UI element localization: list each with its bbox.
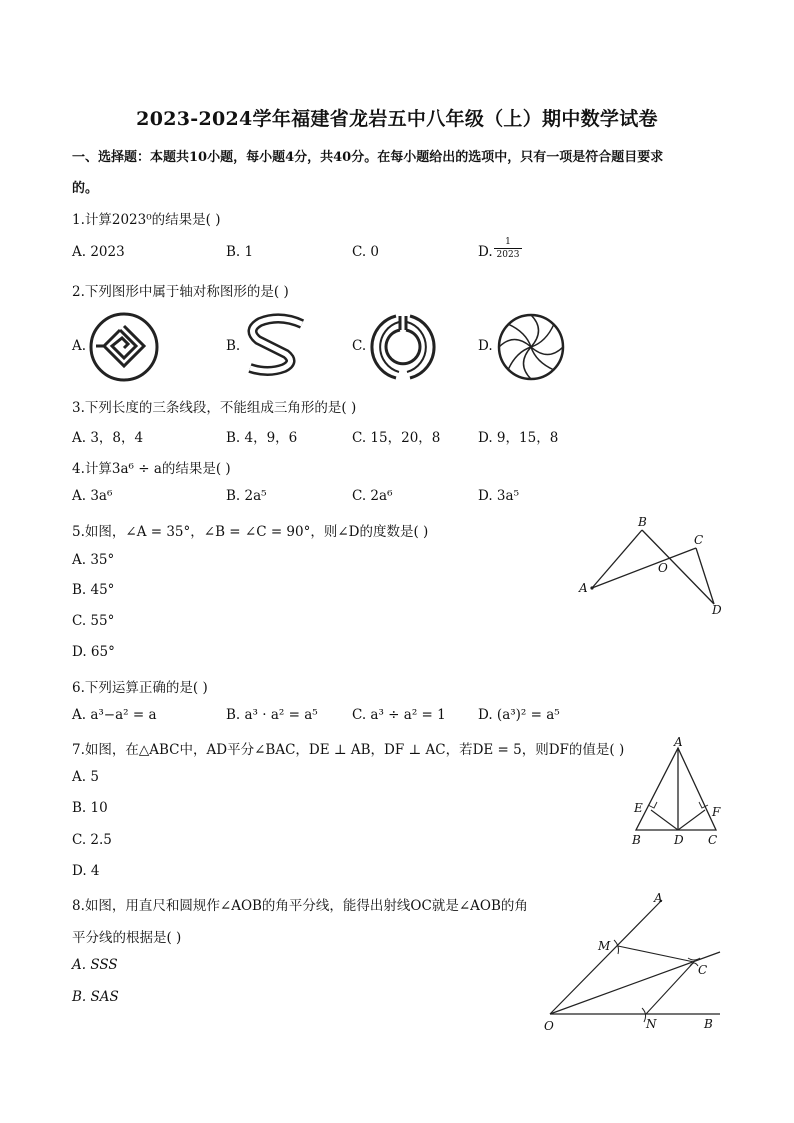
fraction-denominator: 2023 (496, 250, 520, 260)
label-o: O (544, 1019, 554, 1033)
spiral-logo-figure (88, 312, 160, 382)
label-o: O (658, 561, 668, 575)
q5-geometry-figure (572, 514, 732, 618)
q8-option-a: A. SSS (72, 957, 118, 973)
q1-option-b: B. 1 (226, 244, 254, 260)
q2-option-d: D. (478, 338, 493, 354)
q2-option-c: C. (352, 338, 367, 354)
q4-option-a: A. 3a⁶ (72, 488, 113, 504)
rings-figure (366, 312, 440, 382)
q6-option-d: D. (a³)² = a⁵ (478, 707, 560, 723)
q3-option-b: B. 4，9，6 (226, 430, 298, 446)
q8-angle-bisector-figure (536, 888, 732, 1034)
label-e: E (634, 801, 643, 815)
q6-option-c: C. a³ ÷ a² = 1 (352, 707, 446, 723)
label-d: D (712, 603, 722, 617)
fraction-numerator: 1 (505, 237, 511, 247)
q3-option-a: A. 3，8，4 (72, 430, 144, 446)
q5-option-c: C. 55° (72, 613, 115, 629)
q1-option-a: A. 2023 (72, 244, 125, 260)
label-a: A (579, 581, 588, 595)
q2-stem: 2.下列图形中属于轴对称图形的是( ) (72, 284, 289, 300)
label-n: N (646, 1017, 657, 1031)
q4-stem: 4.计算3a⁶ ÷ a的结果是( ) (72, 461, 231, 477)
q7-triangle-figure (624, 734, 734, 852)
s-shape-figure (240, 312, 314, 382)
q1-option-c: C. 0 (352, 244, 380, 260)
label-b: B (638, 515, 647, 529)
q7-option-d: D. 4 (72, 863, 100, 879)
q7-stem: 7.如图，在△ABC中，AD平分∠BAC，DE ⊥ AB，DF ⊥ AC，若DE = 5，则DF的值是( ) (72, 742, 625, 758)
q2-option-a: A. (72, 338, 87, 354)
label-c: C (708, 833, 718, 847)
section-heading-line2: 的。 (72, 181, 99, 196)
q3-stem: 3.下列长度的三条线段，不能组成三角形的是( ) (72, 400, 357, 416)
q8-stem-line1: 8.如图，用直尺和圆规作∠AOB的角平分线，能得出射线OC就是∠AOB的角 (72, 898, 528, 914)
label-a: A (654, 891, 663, 905)
q1-d-fraction (494, 237, 522, 260)
q4-option-c: C. 2a⁶ (352, 488, 393, 504)
section-heading-line1: 一、选择题：本题共10小题，每小题4分，共40分。在每小题给出的选项中，只有一项是符合题目要求 (72, 150, 664, 165)
fraction-bar (494, 248, 522, 249)
q4-option-b: B. 2a⁵ (226, 488, 267, 504)
q7-option-b: B. 10 (72, 800, 108, 816)
q6-stem: 6.下列运算正确的是( ) (72, 680, 208, 696)
q6-option-a: A. a³−a² = a (72, 707, 157, 723)
label-b: B (632, 833, 641, 847)
label-a: A (674, 735, 683, 749)
q5-option-b: B. 45° (72, 582, 115, 598)
q3-option-d: D. 9，15，8 (478, 430, 559, 446)
label-f: F (712, 805, 721, 819)
q5-option-a: A. 35° (72, 552, 115, 568)
q3-option-c: C. 15，20，8 (352, 430, 441, 446)
q5-stem: 5.如图，∠A = 35°，∠B = ∠C = 90°，则∠D的度数是( ) (72, 524, 429, 540)
q6-option-b: B. a³ · a² = a⁵ (226, 707, 318, 723)
label-d: D (674, 833, 684, 847)
q8-option-b: B. SAS (72, 989, 119, 1005)
label-c: C (698, 963, 708, 977)
label-b: B (704, 1017, 713, 1031)
label-m: M (598, 939, 611, 953)
q1-stem: 1.计算2023⁰的结果是( ) (72, 212, 221, 228)
q8-stem-line2: 平分线的根据是( ) (72, 930, 182, 946)
q1-option-d: D. (478, 244, 493, 260)
q7-option-a: A. 5 (72, 769, 99, 785)
q5-option-d: D. 65° (72, 644, 115, 660)
label-c: C (694, 533, 704, 547)
swirl-circle-figure (496, 312, 566, 382)
page-title: 2023-2024学年福建省龙岩五中八年级（上）期中数学试卷 (136, 108, 658, 130)
q2-option-b: B. (226, 338, 241, 354)
q4-option-d: D. 3a⁵ (478, 488, 519, 504)
q7-option-c: C. 2.5 (72, 832, 112, 848)
